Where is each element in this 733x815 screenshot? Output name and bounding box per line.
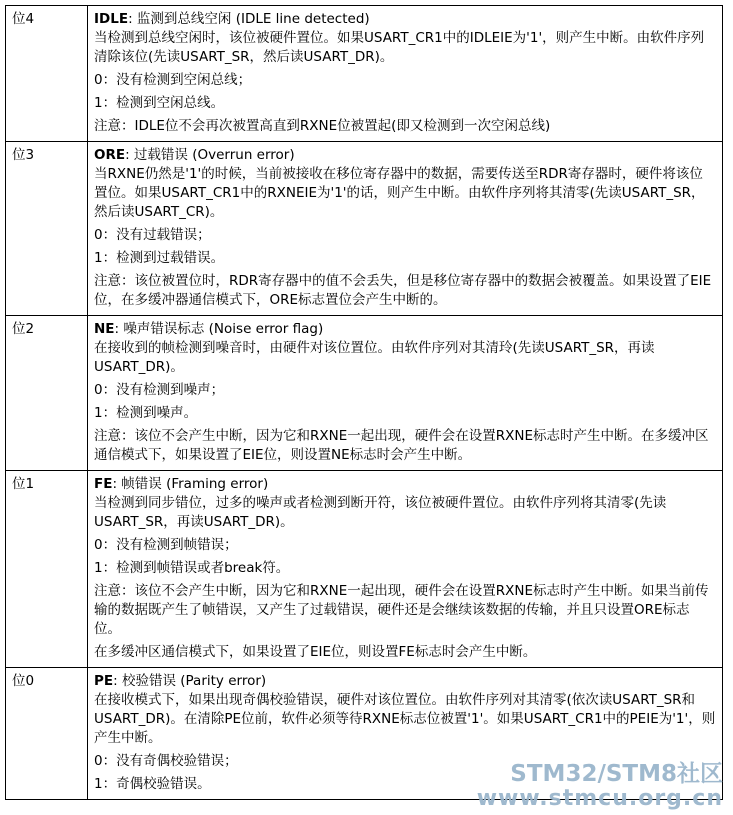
multibuffer-note-paragraph: 在多缓冲区通信模式下，如果设置了EIE位，则设置FE标志时会产生中断。 bbox=[94, 644, 537, 660]
description-paragraph: 当检测到总线空闲时，该位被硬件置位。如果USART_CR1中的IDLEIE为'1'，则产生中断。由软件序列清除该位(先读USART_SR，然后读USART_DR)。 bbox=[94, 30, 705, 65]
bit-label: 位4 bbox=[12, 11, 35, 27]
value-1-description: 1：检测到空闲总线。 bbox=[94, 95, 225, 111]
field-title-text: : 噪声错误标志 (Noise error flag) bbox=[114, 321, 324, 337]
field-name: PE bbox=[94, 673, 114, 689]
description-cell bbox=[88, 471, 723, 668]
value-1-description: 1：检测到帧错误或者break符。 bbox=[94, 560, 290, 576]
bit-label: 位1 bbox=[12, 476, 35, 492]
bit-label-cell bbox=[6, 142, 88, 316]
watermark-line-1: STM32/STM8社区 bbox=[510, 761, 723, 787]
value-0-description: 0：没有过载错误； bbox=[94, 227, 211, 243]
field-name: NE bbox=[94, 321, 115, 337]
bit-label-cell bbox=[6, 6, 88, 142]
bit-label: 位2 bbox=[12, 321, 35, 337]
value-1-description: 1：检测到噪声。 bbox=[94, 405, 198, 421]
table-row-bit2 bbox=[6, 316, 723, 471]
note-paragraph: 注意：该位被置位时，RDR寄存器中的值不会丢失，但是移位寄存器中的数据会被覆盖。如果设置了EIE位，在多缓冲器通信模式下，ORE标志置位会产生中断的。 bbox=[94, 273, 712, 308]
field-title bbox=[94, 10, 716, 29]
bit-label: 位3 bbox=[12, 147, 35, 163]
description-cell bbox=[88, 142, 723, 316]
field-name: IDLE bbox=[94, 11, 129, 27]
value-0-description: 0：没有检测到空闲总线； bbox=[94, 72, 252, 88]
field-title-text: : 校验错误 (Parity error) bbox=[113, 673, 267, 689]
field-title bbox=[94, 146, 716, 165]
description-paragraph: 在接收到的帧检测到噪音时，由硬件对该位置位。由软件序列对其清玲(先读USART_SR，再读USART_DR)。 bbox=[94, 340, 655, 375]
register-bit-table bbox=[5, 5, 723, 800]
bit-label-cell bbox=[6, 316, 88, 471]
field-title-text: : 过载错误 (Overrun error) bbox=[125, 147, 295, 163]
value-1-description: 1：奇偶校验错误。 bbox=[94, 776, 211, 792]
description-paragraph: 当RXNE仍然是'1'的时候，当前被接收在移位寄存器中的数据，需要传送至RDR寄存器时，硬件将该位置位。如果USART_CR1中的RXNEIE为'1'的话，则产生中断。由软件序列将其清零(先读USART_SR，然后读USART_CR)。 bbox=[94, 166, 705, 220]
field-title-text: : 帧错误 (Framing error) bbox=[112, 476, 269, 492]
bit-label-cell bbox=[6, 471, 88, 668]
table-row-bit4 bbox=[6, 6, 723, 142]
description-cell bbox=[88, 6, 723, 142]
description-cell bbox=[88, 668, 723, 800]
bit-label-cell bbox=[6, 668, 88, 800]
value-0-description: 0：没有检测到噪声； bbox=[94, 382, 225, 398]
description-paragraph: 当检测到同步错位，过多的噪声或者检测到断开符，该位被硬件置位。由软件序列将其清零(先读USART_SR，再读USART_DR)。 bbox=[94, 495, 667, 530]
table-row-bit0 bbox=[6, 668, 723, 800]
description-paragraph: 在接收模式下，如果出现奇偶校验错误，硬件对该位置位。由软件序列对其清零(依次读USART_SR和USART_DR)。在清除PE位前，软件必须等待RXNE标志位被置'1'。如果USART_CR1中的PEIE为'1'，则产生中断。 bbox=[94, 692, 716, 746]
description-cell bbox=[88, 316, 723, 471]
table-row-bit1 bbox=[6, 471, 723, 668]
field-title bbox=[94, 475, 716, 494]
note-paragraph: 注意：IDLE位不会再次被置高直到RXNE位被置起(即又检测到一次空闲总线) bbox=[94, 118, 551, 134]
field-title bbox=[94, 672, 716, 691]
watermark-line-2: www.stmcu.org.cn bbox=[476, 786, 723, 811]
value-0-description: 0：没有奇偶校验错误； bbox=[94, 753, 238, 769]
note-paragraph: 注意：该位不会产生中断，因为它和RXNE一起出现，硬件会在设置RXNE标志时产生中断。如果当前传输的数据既产生了帧错误，又产生了过载错误，硬件还是会继续该数据的传输，并且只设置ORE标志位。 bbox=[94, 583, 709, 637]
note-paragraph: 注意：该位不会产生中断，因为它和RXNE一起出现，硬件会在设置RXNE标志时产生中断。在多缓冲区通信模式下，如果设置了EIE位，则设置NE标志时会产生中断。 bbox=[94, 428, 709, 463]
value-0-description: 0：没有检测到帧错误； bbox=[94, 537, 238, 553]
field-name: ORE bbox=[94, 147, 126, 163]
value-1-description: 1：检测到过载错误。 bbox=[94, 250, 225, 266]
bit-label: 位0 bbox=[12, 673, 35, 689]
table-row-bit3 bbox=[6, 142, 723, 316]
field-title bbox=[94, 320, 716, 339]
field-title-text: : 监测到总线空闲 (IDLE line detected) bbox=[128, 11, 370, 27]
field-name: FE bbox=[94, 476, 113, 492]
